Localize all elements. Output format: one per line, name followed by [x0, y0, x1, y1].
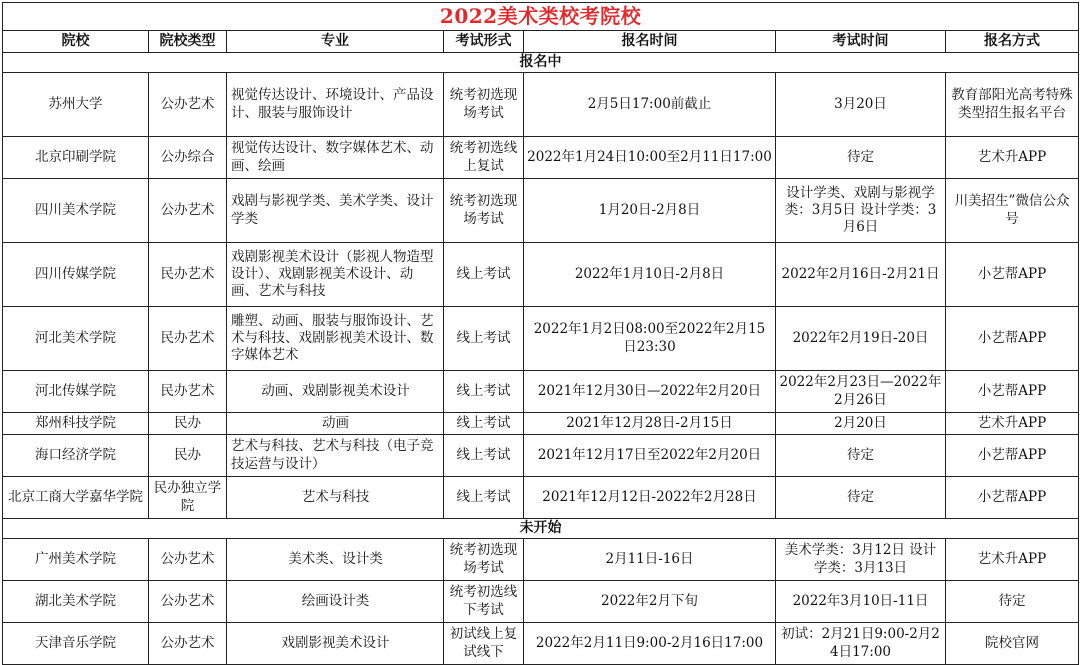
table-row	[3, 179, 1079, 243]
header-reg-time: 报名时间	[524, 31, 776, 53]
form-cell: 统考初选线上复试	[444, 137, 524, 179]
form-cell: 统考初选现场考试	[444, 539, 524, 581]
type-cell: 公办艺术	[149, 623, 227, 665]
major-cell: 艺术与科技	[227, 477, 444, 519]
method-cell: 小艺帮APP	[946, 307, 1079, 371]
table-row	[3, 307, 1079, 371]
schools-table	[2, 2, 1079, 665]
header-major: 专业	[227, 31, 444, 53]
reg-time-cell: 2月11日-16日	[524, 539, 776, 581]
table-row	[3, 477, 1079, 519]
exam-time-cell: 2022年2月16日-2月21日	[776, 243, 946, 307]
method-cell: 艺术升APP	[946, 539, 1079, 581]
reg-time-cell: 2月5日17:00前截止	[524, 73, 776, 137]
table-row	[3, 581, 1079, 623]
method-cell: 小艺帮APP	[946, 435, 1079, 477]
header-row	[3, 31, 1079, 53]
school-cell: 广州美术学院	[3, 539, 149, 581]
method-cell: 待定	[946, 581, 1079, 623]
method-cell: 小艺帮APP	[946, 477, 1079, 519]
form-cell: 初试线上复试线下	[444, 623, 524, 665]
major-cell: 戏剧影视美术设计	[227, 623, 444, 665]
form-cell: 线上考试	[444, 435, 524, 477]
major-cell: 视觉传达设计、环境设计、产品设计、服装与服饰设计	[227, 73, 444, 137]
table-row	[3, 73, 1079, 137]
major-cell: 动画、戏剧影视美术设计	[227, 371, 444, 413]
exam-time-cell: 2月20日	[776, 413, 946, 435]
exam-time-cell: 2022年2月19日-20日	[776, 307, 946, 371]
form-cell: 线上考试	[444, 243, 524, 307]
table-row	[3, 137, 1079, 179]
reg-time-cell: 2021年12月17日至2022年2月20日	[524, 435, 776, 477]
school-cell: 河北美术学院	[3, 307, 149, 371]
major-cell: 绘画设计类	[227, 581, 444, 623]
header-type: 院校类型	[149, 31, 227, 53]
major-cell: 戏剧影视美术设计（影视人物造型设计）、戏剧影视美术设计、动画、艺术与科技	[227, 243, 444, 307]
form-cell: 统考初选现场考试	[444, 179, 524, 243]
reg-time-cell: 2021年12月30日—2022年2月20日	[524, 371, 776, 413]
reg-time-cell: 2022年1月10日-2月8日	[524, 243, 776, 307]
major-cell: 艺术与科技、艺术与科技（电子竞技运营与设计）	[227, 435, 444, 477]
section-row	[3, 519, 1079, 539]
exam-time-cell: 3月20日	[776, 73, 946, 137]
header-form: 考试形式	[444, 31, 524, 53]
table-row	[3, 435, 1079, 477]
school-cell: 北京印刷学院	[3, 137, 149, 179]
method-cell: 院校官网	[946, 623, 1079, 665]
method-cell: 川美招生”微信公众号	[946, 179, 1079, 243]
table-row	[3, 371, 1079, 413]
reg-time-cell: 2022年1月24日10:00至2月11日17:00	[524, 137, 776, 179]
type-cell: 民办	[149, 413, 227, 435]
school-cell: 天津音乐学院	[3, 623, 149, 665]
reg-time-cell: 2021年12月28日-2月15日	[524, 413, 776, 435]
section-label: 未开始	[3, 519, 1079, 539]
type-cell: 民办艺术	[149, 243, 227, 307]
exam-time-cell: 美术学类：3月12日 设计学类：3月13日	[776, 539, 946, 581]
method-cell: 小艺帮APP	[946, 243, 1079, 307]
reg-time-cell: 2021年12月12日-2022年2月28日	[524, 477, 776, 519]
method-cell: 艺术升APP	[946, 137, 1079, 179]
table-row	[3, 539, 1079, 581]
form-cell: 线上考试	[444, 477, 524, 519]
table-row	[3, 413, 1079, 435]
school-cell: 河北传媒学院	[3, 371, 149, 413]
school-cell: 苏州大学	[3, 73, 149, 137]
major-cell: 视觉传达设计、数字媒体艺术、动画、绘画	[227, 137, 444, 179]
method-cell: 小艺帮APP	[946, 371, 1079, 413]
type-cell: 民办艺术	[149, 307, 227, 371]
exam-time-cell: 待定	[776, 435, 946, 477]
reg-time-cell: 1月20日-2月8日	[524, 179, 776, 243]
form-cell: 线上考试	[444, 413, 524, 435]
exam-time-cell: 初试：2月21日9:00-2月24日17:00	[776, 623, 946, 665]
exam-time-cell: 2022年2月23日—2022年2月26日	[776, 371, 946, 413]
title-row	[3, 3, 1079, 31]
header-exam-time: 考试时间	[776, 31, 946, 53]
exam-time-cell: 待定	[776, 137, 946, 179]
school-cell: 四川传媒学院	[3, 243, 149, 307]
table-row	[3, 623, 1079, 665]
section-label: 报名中	[3, 53, 1079, 73]
header-method: 报名方式	[946, 31, 1079, 53]
method-cell: 教育部阳光高考特殊类型招生报名平台	[946, 73, 1079, 137]
school-cell: 四川美术学院	[3, 179, 149, 243]
form-cell: 线上考试	[444, 307, 524, 371]
method-cell: 艺术升APP	[946, 413, 1079, 435]
table-row	[3, 243, 1079, 307]
exam-time-cell: 设计学类、戏剧与影视学类：3月5日 设计学类：3月6日	[776, 179, 946, 243]
type-cell: 民办艺术	[149, 371, 227, 413]
exam-time-cell: 2022年3月10日-11日	[776, 581, 946, 623]
type-cell: 公办艺术	[149, 581, 227, 623]
school-cell: 北京工商大学嘉华学院	[3, 477, 149, 519]
school-cell: 郑州科技学院	[3, 413, 149, 435]
school-cell: 海口经济学院	[3, 435, 149, 477]
header-school: 院校	[3, 31, 149, 53]
major-cell: 动画	[227, 413, 444, 435]
reg-time-cell: 2022年2月下旬	[524, 581, 776, 623]
reg-time-cell: 2022年1月2日08:00至2022年2月15日23:30	[524, 307, 776, 371]
form-cell: 统考初选线下考试	[444, 581, 524, 623]
section-row	[3, 53, 1079, 73]
type-cell: 公办艺术	[149, 73, 227, 137]
form-cell: 线上考试	[444, 371, 524, 413]
type-cell: 公办综合	[149, 137, 227, 179]
type-cell: 民办独立学院	[149, 477, 227, 519]
form-cell: 统考初选现场考试	[444, 73, 524, 137]
reg-time-cell: 2022年2月11日9:00-2月16日17:00	[524, 623, 776, 665]
table-title: 2022美术类校考院校	[3, 3, 1079, 31]
school-cell: 湖北美术学院	[3, 581, 149, 623]
type-cell: 公办艺术	[149, 539, 227, 581]
exam-time-cell: 待定	[776, 477, 946, 519]
type-cell: 民办	[149, 435, 227, 477]
major-cell: 戏剧与影视学类、美术学类、设计学类	[227, 179, 444, 243]
major-cell: 雕塑、动画、服装与服饰设计、艺术与科技、戏剧影视美术设计、数字媒体艺术	[227, 307, 444, 371]
type-cell: 公办艺术	[149, 179, 227, 243]
major-cell: 美术类、设计类	[227, 539, 444, 581]
